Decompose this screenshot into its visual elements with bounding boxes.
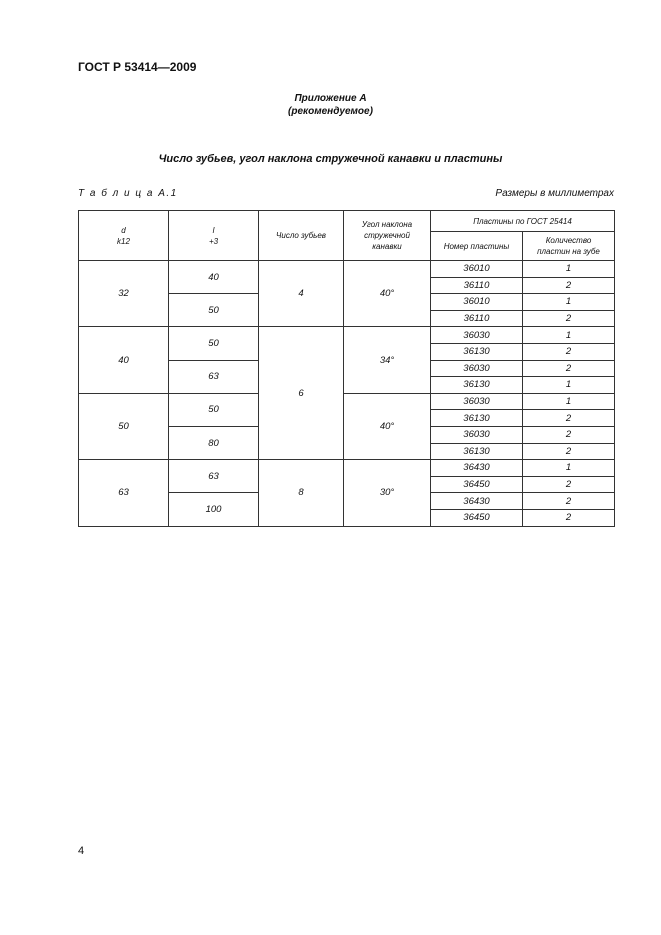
- plate-count-cell: 2: [523, 493, 615, 510]
- l-cell: 63: [169, 460, 259, 493]
- plate-number-cell: 36430: [431, 493, 523, 510]
- header-l-tolerance: +3: [208, 236, 219, 246]
- table-header: [79, 211, 615, 261]
- plate-count-cell: 2: [523, 509, 615, 526]
- plate-number-cell: 36010: [431, 261, 523, 278]
- plate-number-cell: 36450: [431, 476, 523, 493]
- header-l: [169, 211, 259, 261]
- plate-count-cell: 1: [523, 377, 615, 394]
- plate-number-cell: 36130: [431, 410, 523, 427]
- header-d: [79, 211, 169, 261]
- plate-count-cell: 1: [523, 261, 615, 278]
- header-plates-per-tooth: Количество пластин на зубе: [523, 232, 615, 261]
- standard-number: ГОСТ Р 53414—2009: [78, 60, 197, 74]
- plate-number-cell: 36010: [431, 294, 523, 311]
- d-cell: 63: [79, 460, 169, 526]
- plate-number-cell: 36110: [431, 277, 523, 294]
- plate-count-cell: 2: [523, 277, 615, 294]
- plate-count-cell: 1: [523, 460, 615, 477]
- angle-cell: 34°: [344, 327, 431, 393]
- plate-number-cell: 36130: [431, 443, 523, 460]
- plate-number-cell: 36130: [431, 343, 523, 360]
- plate-number-cell: 36130: [431, 377, 523, 394]
- plate-number-cell: 36450: [431, 509, 523, 526]
- l-cell: 63: [169, 360, 259, 393]
- spec-table: [78, 210, 615, 527]
- l-cell: 50: [169, 294, 259, 327]
- header-teeth: Число зубьев: [259, 211, 344, 261]
- plate-count-cell: 2: [523, 426, 615, 443]
- plate-count-cell: 1: [523, 294, 615, 311]
- teeth-cell: 4: [259, 261, 344, 327]
- table-units: Размеры в миллиметрах: [495, 188, 614, 199]
- l-cell: 50: [169, 327, 259, 360]
- header-d-tolerance: k12: [117, 236, 130, 246]
- l-cell: 50: [169, 393, 259, 426]
- angle-cell: 40°: [344, 393, 431, 459]
- d-cell: 40: [79, 327, 169, 393]
- teeth-cell: 6: [259, 327, 344, 460]
- appendix-heading: [0, 92, 661, 118]
- plate-number-cell: 36030: [431, 327, 523, 344]
- plate-number-cell: 36030: [431, 426, 523, 443]
- table-row: [79, 393, 615, 410]
- table-row: [79, 460, 615, 477]
- table-row: [79, 327, 615, 344]
- table-label: Т а б л и ц а А.1: [78, 188, 178, 199]
- l-cell: 100: [169, 493, 259, 526]
- header-angle: Угол наклона стружечной канавки: [344, 211, 431, 261]
- l-cell: 40: [169, 261, 259, 294]
- plate-count-cell: 2: [523, 360, 615, 377]
- appendix-note: (рекомендуемое): [288, 106, 373, 117]
- header-d-symbol: d: [121, 225, 126, 235]
- teeth-cell: 8: [259, 460, 344, 526]
- angle-cell: 30°: [344, 460, 431, 526]
- appendix-title: Приложение А: [294, 93, 367, 104]
- plate-number-cell: 36110: [431, 310, 523, 327]
- plate-number-cell: 36030: [431, 393, 523, 410]
- header-l-symbol: l: [212, 225, 215, 235]
- header-plate-number: Номер пластины: [431, 232, 523, 261]
- plate-number-cell: 36430: [431, 460, 523, 477]
- l-cell: 80: [169, 426, 259, 459]
- d-cell: 50: [79, 393, 169, 459]
- plate-count-cell: 2: [523, 410, 615, 427]
- page-number: 4: [78, 845, 85, 857]
- plate-count-cell: 2: [523, 343, 615, 360]
- plate-count-cell: 2: [523, 443, 615, 460]
- main-title: Число зубьев, угол наклона стружечной канавки и пластины: [158, 153, 503, 165]
- table-row: [79, 261, 615, 278]
- plate-count-cell: 1: [523, 327, 615, 344]
- plate-number-cell: 36030: [431, 360, 523, 377]
- plate-count-cell: 2: [523, 310, 615, 327]
- angle-cell: 40°: [344, 261, 431, 327]
- header-plates-group: Пластины по ГОСТ 25414: [431, 211, 615, 232]
- plate-count-cell: 2: [523, 476, 615, 493]
- table-body: [79, 261, 615, 527]
- plate-count-cell: 1: [523, 393, 615, 410]
- d-cell: 32: [79, 261, 169, 327]
